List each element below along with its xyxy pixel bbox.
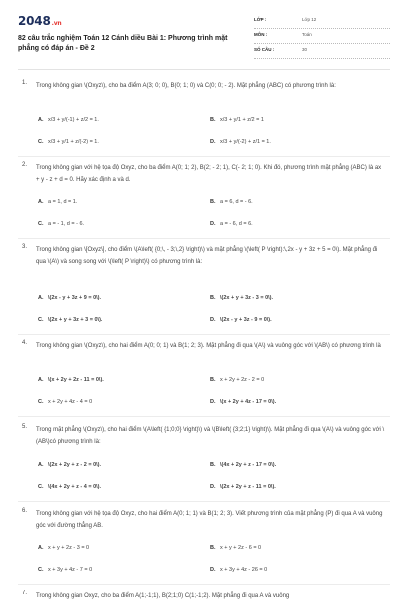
question-number: 7.	[22, 590, 28, 596]
option-letter: A.	[38, 117, 44, 123]
q5-option-a[interactable]	[38, 462, 101, 468]
option-letter: B.	[210, 462, 216, 468]
q4-option-d[interactable]	[210, 399, 276, 405]
question-divider	[18, 238, 390, 239]
question-text: Trong không gian \(Oxyz\), cho hai điểm A(0; 0; 1) và B(1; 2; 3). Mặt phẳng đi qua \(A\) và vuông góc với \(AB\) có phương trình là	[36, 343, 381, 349]
option-text: x + 2y + 4z - 4 = 0	[48, 399, 93, 405]
question-number: 3.	[22, 244, 28, 250]
option-text: \(4x + 2y + z - 17 = 0\).	[220, 462, 277, 468]
meta-subject-value: Toán	[302, 32, 312, 37]
question-number: 5.	[22, 424, 28, 430]
option-letter: A.	[38, 377, 44, 383]
question-divider	[18, 156, 390, 157]
option-text: x/3 + y/1 + z/2 = 1	[220, 117, 264, 123]
option-text: x/3 + y/(-1) + z/2 = 1.	[48, 117, 99, 123]
meta-subject-label: MÔN :	[254, 32, 268, 37]
question-7	[22, 590, 387, 600]
option-letter: D.	[210, 567, 216, 573]
question-divider	[18, 501, 390, 502]
question-divider	[18, 334, 390, 335]
option-text: x/3 + y/(-2) + z/1 = 1.	[220, 139, 271, 145]
option-letter: A.	[38, 199, 44, 205]
option-text: \(2x + 2y + z - 11 = 0\).	[220, 484, 276, 490]
option-letter: C.	[38, 317, 44, 323]
question-divider	[18, 416, 390, 417]
option-letter: B.	[210, 377, 216, 383]
q3-option-a[interactable]	[38, 295, 101, 301]
question-text: Trong không gian \(Oxyz\), cho ba điểm A(3; 0; 0), B(0; 1; 0) và C(0; 0; - 2). Mặt phẳng (ABC) có phương trình là:	[36, 83, 336, 89]
option-text: \(2x + y + 3z - 3 = 0\).	[220, 295, 274, 301]
option-text: x/3 + y/1 + z/(-2) = 1.	[48, 139, 99, 145]
q6-option-c[interactable]	[38, 567, 92, 573]
q2-option-a[interactable]	[38, 199, 77, 205]
option-letter: D.	[210, 139, 216, 145]
option-text: x + 2y + 2z - 2 = 0	[220, 377, 265, 383]
option-letter: C.	[38, 399, 44, 405]
question-divider	[18, 584, 390, 585]
option-letter: D.	[210, 484, 216, 490]
option-text: \(2x - y + 3z - 9 = 0\).	[220, 317, 272, 323]
option-text: a = 1, d = 1.	[48, 199, 78, 205]
q4-option-c[interactable]	[38, 399, 92, 405]
option-text: a = 6, d = - 6.	[220, 199, 253, 205]
q4-option-a[interactable]	[38, 377, 104, 383]
meta-count-label: SỐ CÂU :	[254, 47, 275, 52]
option-letter: D.	[210, 317, 216, 323]
option-text: x + y + 2z - 3 = 0	[48, 545, 90, 551]
option-letter: C.	[38, 139, 44, 145]
q4-option-b[interactable]	[210, 377, 264, 383]
header-divider	[18, 69, 390, 70]
option-letter: A.	[38, 462, 44, 468]
question-number: 1.	[22, 80, 28, 86]
logo-suffix: .vn	[51, 20, 62, 27]
q3-option-c[interactable]	[38, 317, 102, 323]
q6-option-d[interactable]	[210, 567, 267, 573]
site-logo[interactable]	[18, 14, 61, 28]
q2-option-b[interactable]	[210, 199, 253, 205]
option-letter: A.	[38, 295, 44, 301]
q6-option-b[interactable]	[210, 545, 261, 551]
option-text: \(2x + 2y + z - 2 = 0\).	[48, 462, 102, 468]
option-text: x + y + 2z - 6 = 0	[220, 545, 262, 551]
q5-option-b[interactable]	[210, 462, 276, 468]
document-title: 82 câu trắc nghiệm Toán 12 Cánh diều Bài 1: Phương trình mặt phẳng có đáp án - Đề 2	[18, 35, 228, 52]
option-letter: D.	[210, 399, 216, 405]
option-text: \(x + 2y + 4z - 17 = 0\).	[220, 399, 277, 405]
question-text: Trong không gian Oxyz, cho ba điểm A(1;-1;1), B(2;1;0) C(1;-1;2). Mặt phẳng đi qua A và vuông	[36, 593, 290, 599]
logo-main: 2048	[18, 14, 51, 28]
document-meta	[254, 14, 390, 59]
option-text: \(x + 2y + 2z - 11 = 0\).	[48, 377, 104, 383]
option-letter: C.	[38, 221, 44, 227]
option-letter: C.	[38, 484, 44, 490]
meta-class-label: LỚP :	[254, 17, 267, 22]
option-text: a = - 1, d = - 6.	[48, 221, 85, 227]
question-text: Trong mặt phẳng \(Oxyz\), cho hai điểm \(A\left( {1;0;0} \right)\) và \(B\left( {3;2;1} \right)\). Mặt phẳng đi qua \(A\) và vuông góc với \(AB\)có phương trình là:	[36, 427, 385, 445]
option-text: \(2x - y + 3z + 9 = 0\).	[48, 295, 102, 301]
q1-option-d[interactable]	[210, 139, 271, 145]
question-number: 6.	[22, 508, 28, 514]
question-text: Trong không gian với hệ tọa độ Oxyz, cho ba điểm A(0; 1; 2), B(2; - 2; 1), C(- 2; 1; 0). Khi đó, phương trình mặt phẳng (ABC) là ax + y - z + d = 0. Hãy xác định a và d.	[36, 165, 382, 183]
option-letter: B.	[210, 545, 216, 551]
q2-option-c[interactable]	[38, 221, 84, 227]
option-text: \(2x + y + 3z + 3 = 0\).	[48, 317, 103, 323]
q3-option-b[interactable]	[210, 295, 273, 301]
question-text: Trong không gian \[Oxyz\], cho điểm \(A\left( {0;\, - 3;\,2} \right)\) và mặt phẳng \(\left( P \right):\,2x - y + 3z + 5 = 0\). Mặt phẳng đi qua \(A\) và song song với \(\left( P \right)\) có phương trình là:	[36, 247, 378, 265]
option-letter: D.	[210, 221, 216, 227]
document-header	[18, 14, 390, 64]
option-text: a = - 6, d = 6.	[220, 221, 253, 227]
q5-option-c[interactable]	[38, 484, 101, 490]
q1-option-c[interactable]	[38, 139, 99, 145]
meta-count-row	[254, 44, 390, 59]
q3-option-d[interactable]	[210, 317, 272, 323]
option-letter: B.	[210, 199, 216, 205]
meta-class-value: Lớp 12	[302, 17, 317, 22]
meta-class-row	[254, 14, 390, 29]
option-text: x + 3y + 4z - 26 = 0	[220, 567, 268, 573]
question-number: 4.	[22, 340, 28, 346]
option-letter: C.	[38, 567, 44, 573]
option-text: x + 3y + 4z - 7 = 0	[48, 567, 93, 573]
option-letter: A.	[38, 545, 44, 551]
q6-option-a[interactable]	[38, 545, 89, 551]
option-text: \(4x + 2y + z - 4 = 0\).	[48, 484, 102, 490]
question-text: Trong không gian với hệ tọa độ Oxyz, cho hai điểm A(0; 1; 1) và B(1; 2; 3). Viết phương trình của mặt phẳng (P) đi qua A và vuông góc với đường thẳng AB.	[36, 511, 383, 529]
option-letter: B.	[210, 117, 216, 123]
option-letter: B.	[210, 295, 216, 301]
q5-option-d[interactable]	[210, 484, 276, 490]
meta-subject-row	[254, 29, 390, 44]
meta-count-value: 30	[302, 47, 308, 52]
question-number: 2.	[22, 162, 28, 168]
q1-option-a[interactable]	[38, 117, 99, 123]
q1-option-b[interactable]	[210, 117, 264, 123]
q2-option-d[interactable]	[210, 221, 253, 227]
